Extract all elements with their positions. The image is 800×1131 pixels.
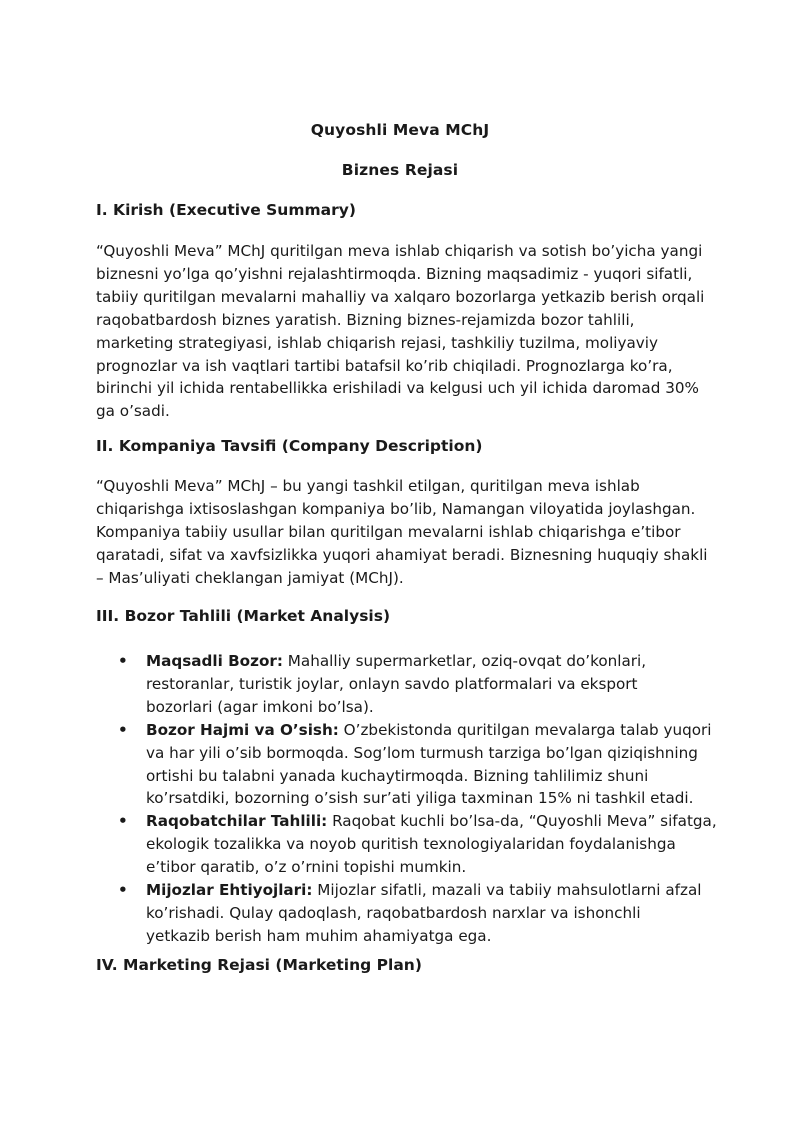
bullet-icon: • xyxy=(118,812,128,831)
bullet-label: Maqsadli Bozor: xyxy=(146,652,283,670)
paragraph-line: raqobatbardosh biznes yaratish. Bizning biznes-rejamizda bozor tahlili, xyxy=(96,310,635,329)
market-analysis-list xyxy=(116,650,716,948)
paragraph-kompaniya xyxy=(96,475,716,590)
paragraph-line: biznesni yo’lga qo’yishni rejalashtirmoqda. Bizning maqsadimiz - yuqori sifatli, xyxy=(96,264,693,283)
bullet-label: Bozor Hajmi va O’sish: xyxy=(146,720,339,739)
list-item xyxy=(116,810,716,879)
paragraph-line: prognozlar va ish vaqtlari tartibi batafsil ko’rib chiqiladi. Prognozlarga ko’ra, xyxy=(96,356,673,375)
bullet-icon: • xyxy=(118,881,128,900)
bullet-icon: • xyxy=(118,720,128,739)
paragraph-line: – Mas’uliyati cheklangan jamiyat (MChJ). xyxy=(96,568,404,587)
paragraph-line: marketing strategiyasi, ishlab chiqarish rejasi, tashkiliy tuzilma, moliyaviy xyxy=(96,333,658,352)
paragraph-line: “Quyoshli Meva” MChJ quritilgan meva ishlab chiqarish va sotish bo’yicha yangi xyxy=(96,242,703,260)
bullet-text: Mahalliy supermarketlar, oziq-ovqat do’konlari, xyxy=(282,652,647,670)
bullet-text: e’tibor qaratib, o’z o’rnini topishi mumkin. xyxy=(146,858,467,877)
bullet-text: yetkazib berish ham muhim ahamiyatga ega. xyxy=(146,926,492,945)
paragraph-line: Kompaniya tabiiy usullar bilan quritilgan mevalarni ishlab chiqarishga e’tibor xyxy=(96,522,681,541)
bullet-label: Mijozlar Ehtiyojlari: xyxy=(146,881,313,900)
bullet-icon: • xyxy=(118,652,128,670)
bullet-text: bozorlari (agar imkoni bo’lsa). xyxy=(146,697,374,716)
list-item xyxy=(116,650,716,719)
paragraph-kirish xyxy=(96,240,716,423)
document-title: Biznes Rejasi xyxy=(341,161,459,179)
paragraph-line: “Quyoshli Meva” MChJ – bu yangi tashkil etilgan, quritilgan meva ishlab xyxy=(96,477,640,495)
paragraph-line: birinchi yil ichida rentabellikka erishiladi va kelgusi uch yil ichida daromad 30% xyxy=(96,379,699,398)
section-heading-kirish: I. Kirish (Executive Summary) xyxy=(96,201,356,219)
section-heading-marketing: IV. Marketing Rejasi (Marketing Plan) xyxy=(96,956,422,974)
bullet-text: Mijozlar sifatli, mazali va tabiiy mahsulotlarni afzal xyxy=(312,881,702,900)
company-title: Quyoshli Meva MChJ xyxy=(310,121,490,139)
bullet-text: ko’rishadi. Qulay qadoqlash, raqobatbardosh narxlar va ishonchli xyxy=(146,903,641,922)
paragraph-line: tabiiy quritilgan mevalarni mahalliy va xalqaro bozorlarga yetkazib berish orqali xyxy=(96,287,705,306)
bullet-text: va har yili o’sib bormoqda. Sog’lom turmush tarziga bo’lgan qiziqishning xyxy=(146,743,698,762)
bullet-text: Raqobat kuchli bo’lsa-da, “Quyoshli Meva” sifatga, xyxy=(327,812,717,831)
bullet-text: ko’rsatdiki, bozorning o’sish sur’ati yiliga taxminan 15% ni tashkil etadi. xyxy=(146,789,694,808)
paragraph-line: qaratadi, sifat va xavfsizlikka yuqori ahamiyat beradi. Biznesning huquqiy shakli xyxy=(96,545,708,564)
list-item xyxy=(116,719,716,811)
section-heading-kompaniya: II. Kompaniya Tavsifi (Company Description) xyxy=(96,437,483,455)
bullet-text: O’zbekistonda quritilgan mevalarga talab yuqori xyxy=(338,720,712,739)
paragraph-line: ga o’sadi. xyxy=(96,402,170,421)
paragraph-line: chiqarishga ixtisoslashgan kompaniya bo’lib, Namangan viloyatida joylashgan. xyxy=(96,499,696,518)
bullet-text: ortishi bu talabni yanada kuchaytirmoqda. Bizning tahlilimiz shuni xyxy=(146,766,649,785)
bullet-label: Raqobatchilar Tahlili: xyxy=(146,812,328,831)
list-item xyxy=(116,879,716,948)
section-heading-bozor: III. Bozor Tahlili (Market Analysis) xyxy=(96,607,391,625)
bullet-text: ekologik tozalikka va noyob quritish texnologiyalaridan foydalanishga xyxy=(146,835,676,854)
bullet-text: restoranlar, turistik joylar, onlayn savdo platformalari va eksport xyxy=(146,674,638,693)
